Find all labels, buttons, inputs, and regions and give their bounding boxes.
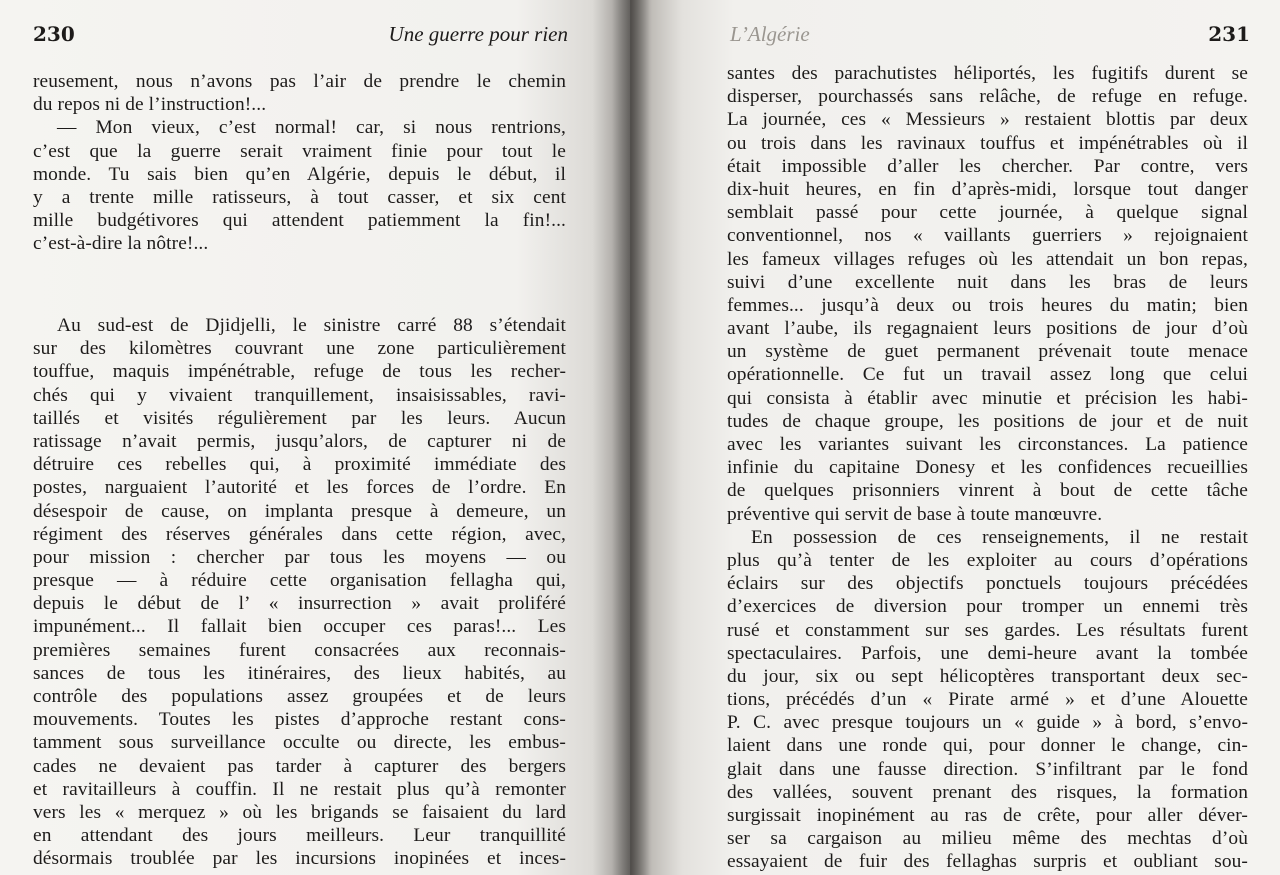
text-line: touffue, maquis impénétrable, refuge de tous les recher-	[33, 361, 566, 383]
text-line: presque — à réduire cette organisation fellagha qui,	[33, 570, 566, 592]
text-line: et ravitailleurs à couffin. Il ne restait plus qu’à remonter	[33, 778, 566, 800]
text-line: chés qui y vivaient tranquillement, insaisissables, ravi-	[33, 384, 566, 406]
left-text-paragraph	[33, 314, 566, 871]
text-line: du repos ni de l’instruction!...	[33, 94, 267, 116]
text-line: En possession de ces renseignements, il ne restait	[751, 526, 1248, 548]
text-line: désormais troublée par les incursions inopinées et inces-	[33, 848, 566, 870]
text-line: monde. Tu sais bien qu’en Algérie, depuis le début, il	[33, 163, 566, 185]
text-line: sur des kilomètres couvrant une zone particulièrement	[33, 338, 566, 360]
text-line: cades ne devaient pas tarder à capturer des bergers	[33, 755, 566, 777]
text-line: rusé et constamment sur ses gardes. Les résultats furent	[727, 619, 1248, 641]
text-line: femmes... jusqu’à deux ou trois heures du matin; bien	[727, 294, 1248, 316]
text-line: impunément... Il fallait bien occuper ces paras!... Les	[33, 616, 566, 638]
text-line: disperser, pourchassés sans relâche, de refuge en refuge.	[727, 86, 1248, 108]
right-text-paragraphs	[727, 62, 1248, 874]
left-page-header	[33, 22, 568, 56]
text-line: d’exercices de diversion pour tromper un ennemi très	[727, 596, 1248, 618]
text-line: du jour, six ou sept hélicoptères transportant deux sec-	[727, 665, 1248, 687]
text-line: de quelques prisonniers vinrent à bout de cette tâche	[727, 480, 1248, 502]
text-line: infinie du capitaine Donesy et les confidences recueillies	[727, 457, 1248, 479]
text-line: glait dans une fausse direction. S’infiltrant par le fond	[727, 758, 1248, 780]
running-head-right: L’Algérie	[730, 22, 810, 46]
text-line: ou trois dans les ravinaux touffus et impénétrables où il	[727, 132, 1248, 154]
right-page-header	[730, 22, 1250, 56]
page-number-left: 230	[33, 22, 75, 46]
text-line: La journée, ces « Messieurs » restaient blottis par deux	[727, 109, 1248, 131]
text-line: y a trente mille ratisseurs, à tout casser, et six cent	[33, 186, 566, 208]
text-line: sances de tous les itinéraires, des lieux habités, au	[33, 662, 566, 684]
text-line: ser sa cargaison au milieu même des mechtas d’où	[727, 828, 1248, 850]
text-line: détruire ces rebelles qui, à proximité immédiate des	[33, 454, 566, 476]
text-line: surgissait inopinément au ras de crête, pour aller déver-	[727, 805, 1248, 826]
text-line: Au sud-est de Djidjelli, le sinistre carré 88 s’étendait	[57, 315, 566, 336]
text-line: était impossible d’aller les chercher. Par contre, vers	[727, 155, 1248, 177]
text-line: préventive qui servit de base à toute manœuvre.	[727, 503, 1103, 525]
text-line: tudes de chaque groupe, les positions de jour et de nuit	[727, 410, 1248, 432]
text-line: premières semaines furent consacrées aux reconnais-	[33, 639, 566, 661]
text-line: des vallées, souvent prenant des risques, la formation	[727, 781, 1248, 803]
text-line: mille budgétivores qui attendent patiemment la fin!...	[33, 210, 566, 232]
book-gutter	[612, 0, 652, 875]
text-line: tamment sous surveillance occulte ou directe, les embus-	[33, 732, 566, 754]
text-line: éclairs sur des objectifs ponctuels toujours précédées	[727, 573, 1248, 595]
text-line: essayaient de fuir des fellaghas surpris et oubliant sou-	[727, 851, 1248, 873]
text-line: avec les variantes suivant les circonstances. La patience	[727, 434, 1248, 455]
text-line: depuis le début de l’ « insurrection » avait proliféré	[33, 593, 566, 615]
text-line: conventionnel, nos « vaillants guerriers » rejoignaient	[727, 225, 1248, 247]
text-line: désespoir de cause, on implanta presque à demeure, un	[33, 500, 566, 522]
text-line: opérationnelle. Ce fut un travail assez long que celui	[727, 364, 1248, 386]
text-line: spectaculaires. Parfois, une demi-heure avant la tombée	[727, 642, 1248, 664]
text-line: P. C. avec presque toujours un « guide » à bord, s’envo-	[727, 712, 1248, 734]
text-line: ratissage n’avait permis, jusqu’alors, de capturer ni de	[33, 430, 566, 452]
text-line: semblait passé pour cette journée, à quelque signal	[727, 202, 1248, 224]
text-line: suivi d’une excellente nuit dans les bras de leurs	[727, 271, 1248, 293]
left-text-dialogue	[33, 70, 566, 256]
text-line: — Mon vieux, c’est normal! car, si nous rentrions,	[57, 117, 566, 139]
text-line: plus qu’à tenter de les exploiter au cours d’opérations	[727, 549, 1248, 571]
text-line: postes, narguaient l’autorité et les forces de l’ordre. En	[33, 477, 566, 499]
text-line: mouvements. Toutes les pistes d’approche restant cons-	[33, 709, 566, 731]
text-line: dix-huit heures, en fin d’après-midi, lorsque tout danger	[727, 178, 1248, 200]
text-line: avant l’aube, ils regagnaient leurs positions de jour d’où	[727, 318, 1248, 340]
text-line: c’est-à-dire la nôtre!...	[33, 233, 209, 255]
page-number-right: 231	[1208, 22, 1250, 46]
text-line: les fameux villages refuges où les attendait un bon repas,	[727, 248, 1248, 270]
text-line: contrôle des populations assez groupées et de leurs	[33, 686, 566, 707]
running-head-left: Une guerre pour rien	[388, 22, 568, 46]
text-line: régiment des réserves générales dans cette région, avec,	[33, 523, 566, 545]
text-line: tions, précédés d’un « Pirate armé » et d’une Alouette	[727, 689, 1248, 711]
text-line: pour mission : chercher par tous les moyens — ou	[33, 546, 566, 568]
text-line: vers les « merquez » où les brigands se faisaient du lard	[33, 801, 566, 823]
text-line: c’est que la guerre serait vraiment finie pour tout le	[33, 140, 566, 162]
text-line: en attendant des jours meilleurs. Leur tranquillité	[33, 825, 566, 847]
text-line: santes des parachutistes héliportés, les fugitifs durent se	[727, 63, 1248, 84]
text-line: qui consista à établir avec minutie et précision les habi-	[727, 387, 1248, 409]
text-line: reusement, nous n’avons pas l’air de prendre le chemin	[33, 71, 566, 92]
text-line: laient dans une ronde qui, pour donner le change, cin-	[727, 735, 1248, 757]
text-line: taillés et visités régulièrement par les leurs. Aucun	[33, 407, 566, 429]
text-line: un système de guet permanent prévenait toute menace	[727, 341, 1248, 363]
